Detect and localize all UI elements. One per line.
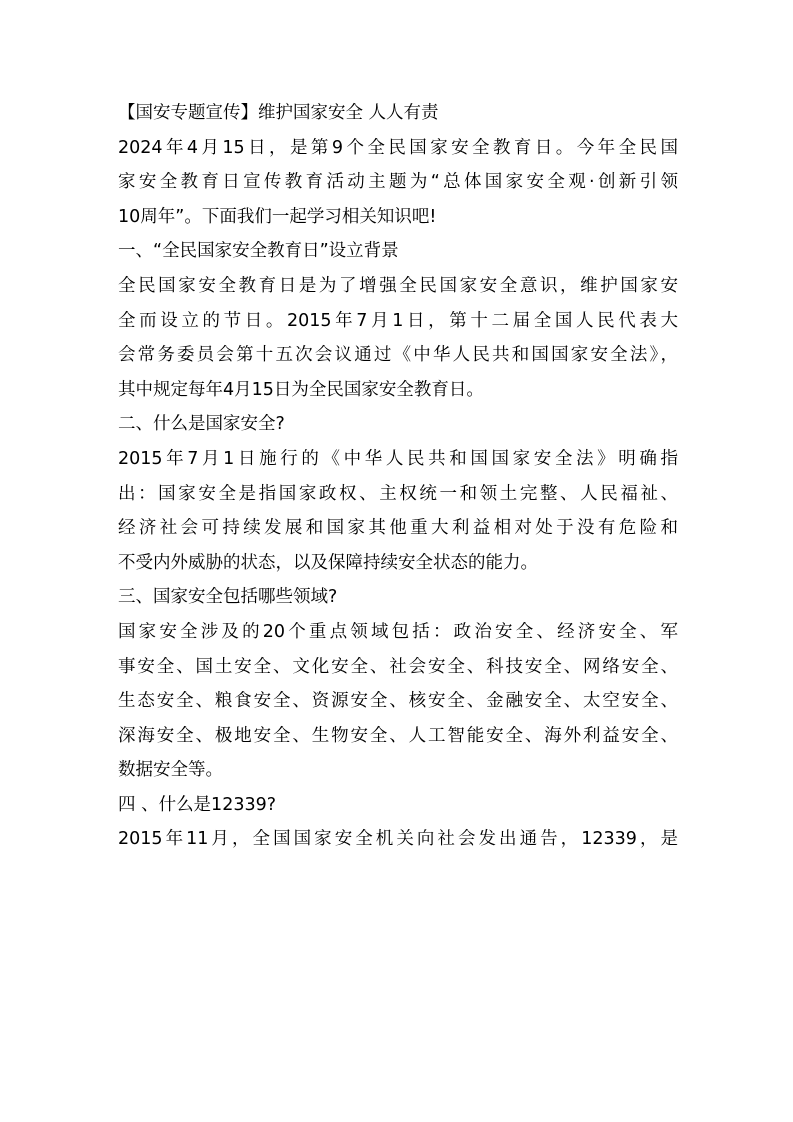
paragraph-3-line-2: 出：国家安全是指国家政权、主权统一和领土完整、人民福祉、 [118,483,678,504]
paragraph-4-line-1: 国家安全涉及的20个重点领域包括：政治安全、经济安全、军 [118,621,678,642]
paragraph-3-line-4: 不受内外威胁的状态，以及保障持续安全状态的能力。 [118,552,538,573]
paragraph-4-line-5: 数据安全等。 [118,760,223,781]
paragraph-1-line-3: 10周年”。下面我们一起学习相关知识吧! [118,206,437,227]
paragraph-2-line-4: 其中规定每年4月15日为全民国家安全教育日。 [118,379,484,400]
paragraph-3-line-1: 2015年7月1日施行的《中华人民共和国国家安全法》明确指 [118,448,678,469]
paragraph-1-line-1: 2024年4月15日，是第9个全民国家安全教育日。今年全民国 [118,137,678,158]
section-heading-1: 一、“全民国家安全教育日”设立背景 [118,241,399,262]
paragraph-2-line-3: 会常务委员会第十五次会议通过《中华人民共和国国家安全法》， [118,345,678,366]
section-heading-3: 三、国家安全包括哪些领域? [118,587,338,608]
document-page [118,96,678,857]
paragraph-5-line-1: 2015年11月，全国国家安全机关向社会发出通告，12339，是 [118,829,678,850]
section-heading-4: 四 、什么是12339? [118,794,277,815]
paragraph-4-line-3: 生态安全、粮食安全、资源安全、核安全、金融安全、太空安全、 [118,691,678,712]
paragraph-1-line-2: 家安全教育日宣传教育活动主题为“总体国家安全观·创新引领 [118,172,678,193]
document-title: 【国安专题宣传】维护国家安全 人人有责 [118,103,439,123]
paragraph-2-line-2: 全而设立的节日。2015年7月1日，第十二届全国人民代表大 [118,310,678,331]
paragraph-3-line-3: 经济社会可持续发展和国家其他重大利益相对处于没有危险和 [118,518,678,539]
paragraph-4-line-2: 事安全、国土安全、文化安全、社会安全、科技安全、网络安全、 [118,656,678,677]
paragraph-2-line-1: 全民国家安全教育日是为了增强全民国家安全意识，维护国家安 [118,275,678,296]
paragraph-4-line-4: 深海安全、极地安全、生物安全、人工智能安全、海外利益安全、 [118,725,678,746]
section-heading-2: 二、什么是国家安全? [118,414,285,435]
